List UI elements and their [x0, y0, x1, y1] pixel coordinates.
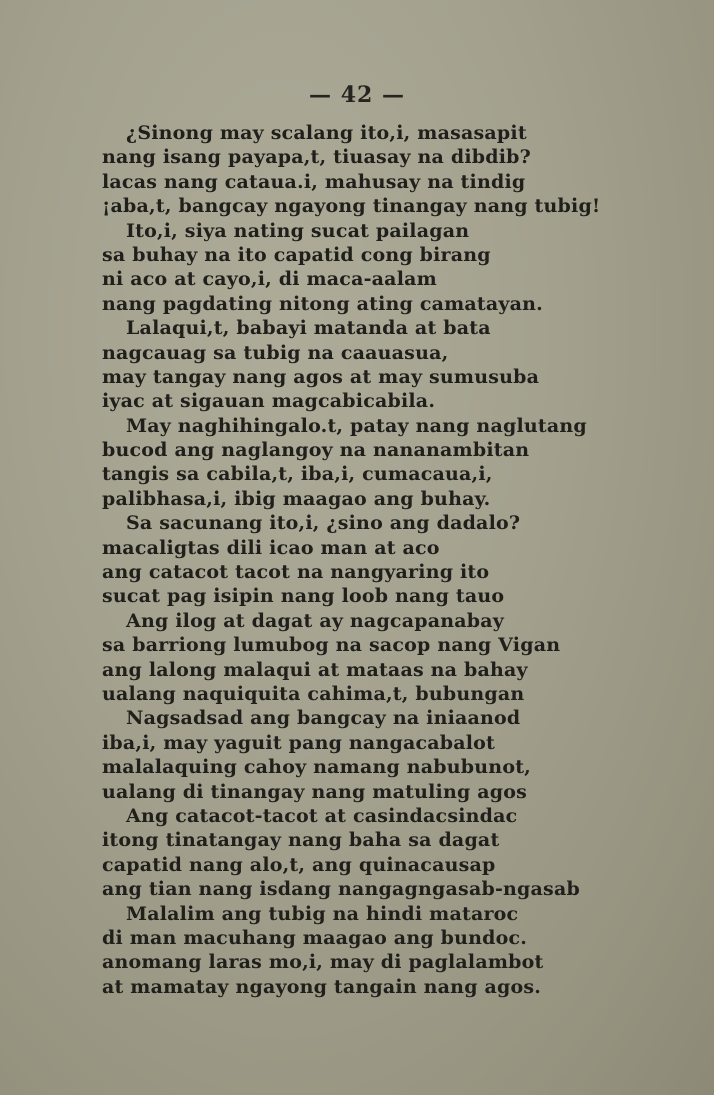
text-line: nang isang payapa,t, tiuasay na dibdib?	[102, 146, 531, 169]
text-line: tangis sa cabila,t, iba,i, cumacaua,i,	[102, 463, 493, 486]
text-line: may tangay nang agos at may sumusuba	[102, 365, 540, 388]
text-line: malalaquing cahoy namang nabubunot,	[102, 756, 531, 779]
text-line: nagcauag sa tubig na caauasua,	[102, 341, 449, 364]
page-number: — 42 —	[309, 82, 405, 108]
text-line: iba,i, may yaguit pang nangacabalot	[102, 731, 495, 754]
text-line: Sa sacunang ito,i, ¿sino ang dadalo?	[126, 512, 521, 535]
text-line: itong tinatangay nang baha sa dagat	[102, 829, 500, 852]
text-line: Malalim ang tubig na hindi mataroc	[126, 902, 519, 925]
text-line: nang pagdating nitong ating camatayan.	[102, 292, 544, 315]
text-line: ualang naquiquita cahima,t, bubungan	[102, 682, 525, 705]
poem-text	[102, 121, 622, 999]
text-line: ang catacot tacot na nangyaring ito	[102, 561, 490, 584]
text-line: May naghihingalo.t, patay nang naglutang	[126, 414, 587, 437]
text-line: ni aco at cayo,i, di maca-aalam	[102, 268, 437, 291]
text-line: ualang di tinangay nang matuling agos	[102, 780, 528, 803]
text-line: sa buhay na ito capatid cong birang	[102, 243, 491, 266]
text-line: ¡aba,t, bangcay ngayong tinangay nang tubig!	[102, 195, 601, 218]
text-line: macaligtas dili icao man at aco	[102, 536, 440, 559]
text-line: bucod ang naglangoy na nananambitan	[102, 439, 530, 462]
text-line: Ang catacot-tacot at casindacsindac	[126, 804, 518, 827]
text-line: at mamatay ngayong tangain nang agos.	[102, 975, 542, 998]
text-line: ¿Sinong may scalang ito,i, masasapit	[126, 122, 527, 144]
text-line: Lalaqui,t, babayi matanda at bata	[126, 317, 491, 340]
text-line: palibhasa,i, ibig maagao ang buhay.	[102, 487, 491, 510]
text-line: ang tian nang isdang nangagngasab-ngasab	[102, 878, 580, 901]
text-line: di man macuhang maagao ang bundoc.	[102, 926, 528, 949]
text-line: lacas nang cataua.i, mahusay na tindig	[102, 170, 526, 193]
text-line: ang lalong malaqui at mataas na bahay	[102, 658, 528, 681]
text-line: sucat pag isipin nang loob nang tauo	[102, 585, 505, 608]
text-line: Ito,i, siya nating sucat pailagan	[126, 219, 470, 242]
text-line: sa barriong lumubog na sacop nang Vigan	[102, 634, 561, 657]
text-line: anomang laras mo,i, may di paglalambot	[102, 951, 544, 974]
text-line: Nagsadsad ang bangcay na iniaanod	[126, 707, 521, 730]
text-line: Ang ilog at dagat ay nagcapanabay	[126, 609, 504, 632]
text-line: capatid nang alo,t, ang quinacausap	[102, 853, 496, 876]
text-line: iyac at sigauan magcabicabila.	[102, 390, 436, 413]
